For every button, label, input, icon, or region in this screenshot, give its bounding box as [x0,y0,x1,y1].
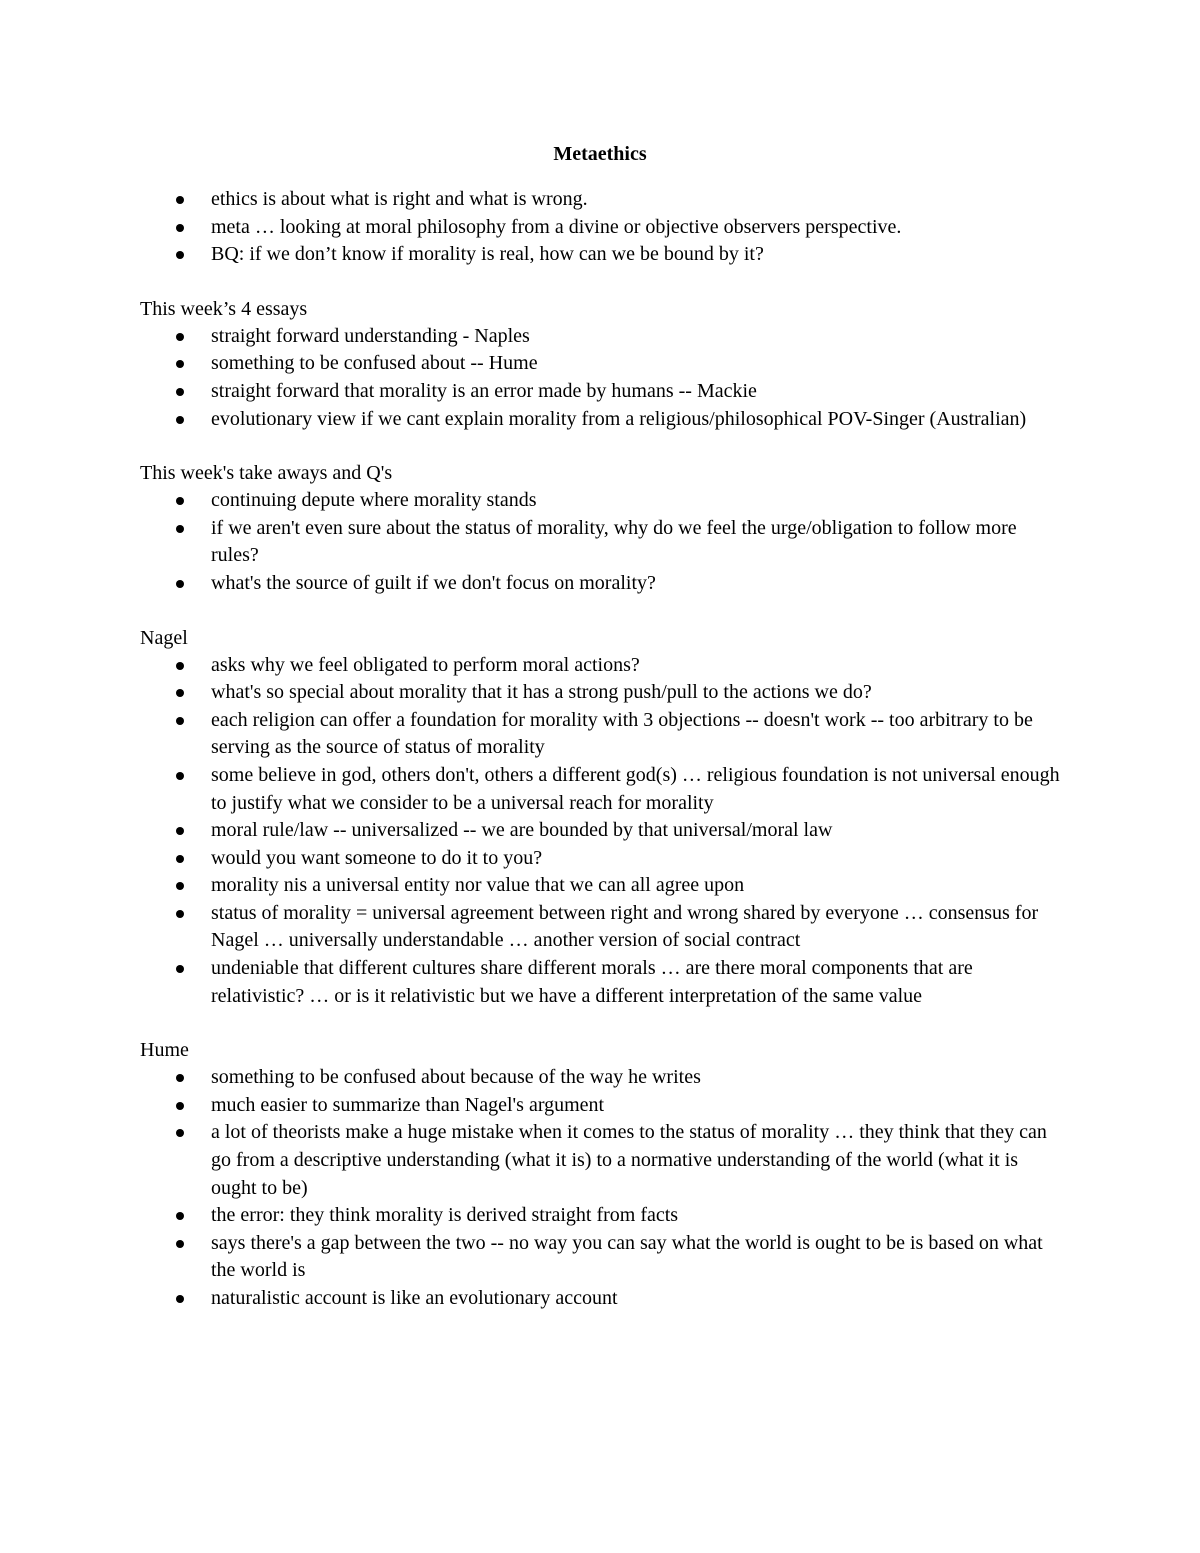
bullet-icon [176,1240,184,1248]
takeaways-list [140,487,1060,597]
list-item [140,487,1060,515]
bullet-icon [176,1212,184,1220]
list-item [140,241,1060,269]
bullet-icon [176,965,184,973]
list-item-text: the error: they think morality is derived straight from facts [211,1204,679,1227]
bullet-icon [176,662,184,670]
list-item [140,679,1060,707]
intro-list [140,186,1060,269]
list-item-text: naturalistic account is like an evolutionary account [211,1287,618,1309]
list-item-text: straight forward that morality is an error made by humans -- Mackie [211,379,757,402]
list-item [140,214,1060,242]
list-item [140,515,1060,570]
document-page [140,140,1060,1339]
list-item-text: each religion can offer a foundation for morality with 3 objections -- doesn't work -- too arbitrary to be serving as the source of status of morality [211,708,1033,759]
section-essays [140,295,1060,433]
bullet-icon [176,416,184,424]
nagel-list [140,652,1060,1011]
list-item [140,406,1060,434]
bullet-icon [176,497,184,505]
list-item-text: says there's a gap between the two -- no way you can say what the world is ought to be is based on what the world is [211,1231,1043,1282]
bullet-icon [176,855,184,863]
bullet-icon [176,388,184,396]
list-item-text: status of morality = universal agreement between right and wrong shared by everyone … consensus for Nagel … universally understandable … another version of social contract [211,901,1039,952]
section-takeaways [140,459,1060,597]
bullet-icon [176,827,184,835]
bullet-icon [176,882,184,890]
list-item-text: much easier to summarize than Nagel's argument [211,1093,605,1116]
section-hume [140,1036,1060,1312]
list-item-text: would you want someone to do it to you? [211,846,543,869]
list-item [140,872,1060,900]
list-item [140,323,1060,351]
bullet-icon [176,689,184,697]
bullet-icon [176,1074,184,1082]
list-item [140,817,1060,845]
list-item [140,707,1060,762]
list-item-text: morality nis a universal entity nor value that we can all agree upon [211,874,745,897]
document-title: Metaethics [553,143,647,165]
hume-list [140,1064,1060,1312]
bullet-icon [176,333,184,341]
essays-list [140,323,1060,433]
section-nagel [140,624,1060,1011]
list-item-text: what's the source of guilt if we don't focus on morality? [211,571,656,594]
list-item-text: ethics is about what is right and what is wrong. [211,188,588,210]
list-item-text: moral rule/law -- universalized -- we are bounded by that universal/moral law [211,819,833,842]
list-item [140,1202,1060,1230]
bullet-icon [176,717,184,725]
list-item [140,186,1060,214]
list-item [140,652,1060,680]
list-item-text: some believe in god, others don't, others a different god(s) … religious foundation is not universal enough to justify what we consider to be a universal reach for morality [211,763,1060,814]
bullet-icon [176,251,184,259]
list-item [140,1064,1060,1092]
list-item [140,900,1060,955]
list-item [140,1119,1060,1202]
list-item-text: undeniable that different cultures share different morals … are there moral components that are relativistic? … or is it relativistic but we have a different interpretation of the same value [211,957,973,1007]
list-item [140,1285,1060,1313]
bullet-icon [176,772,184,780]
list-item-text: BQ: if we don’t know if morality is real, how can we be bound by it? [211,243,764,266]
section-heading: This week’s 4 essays [140,297,308,320]
bullet-icon [176,1129,184,1137]
list-item-text: something to be confused about because of the way he writes [211,1066,701,1089]
bullet-icon [176,580,184,588]
bullet-icon [176,224,184,232]
section-heading: Nagel [140,626,188,649]
list-item [140,762,1060,817]
list-item-text: asks why we feel obligated to perform moral actions? [211,653,640,676]
list-item [140,378,1060,406]
list-item-text: meta … looking at moral philosophy from a divine or objective observers perspective. [211,215,902,238]
list-item-text: if we aren't even sure about the status of morality, why do we feel the urge/obligation to follow more rules? [211,516,1017,567]
list-item-text: something to be confused about -- Hume [211,352,538,375]
bullet-icon [176,196,184,204]
list-item [140,1092,1060,1120]
bullet-icon [176,360,184,368]
list-item [140,845,1060,873]
bullet-icon [176,1102,184,1110]
list-item-text: continuing depute where morality stands [211,489,537,512]
list-item [140,955,1060,1010]
bullet-icon [176,910,184,918]
section-heading: Hume [140,1039,189,1062]
list-item [140,1230,1060,1285]
list-item [140,570,1060,598]
list-item-text: what's so special about morality that it has a strong push/pull to the actions we do? [211,681,872,704]
bullet-icon [176,525,184,533]
list-item-text: a lot of theorists make a huge mistake when it comes to the status of morality … they think that they can go from a descriptive understanding (what it is) to a normative understanding of the world (what it is ought to be) [211,1121,1047,1199]
bullet-icon [176,1295,184,1303]
list-item-text: evolutionary view if we cant explain morality from a religious/philosophical POV-Singer (Australian) [211,407,1027,430]
section-heading: This week's take aways and Q's [140,462,393,485]
list-item [140,350,1060,378]
list-item-text: straight forward understanding - Naples [211,324,530,347]
